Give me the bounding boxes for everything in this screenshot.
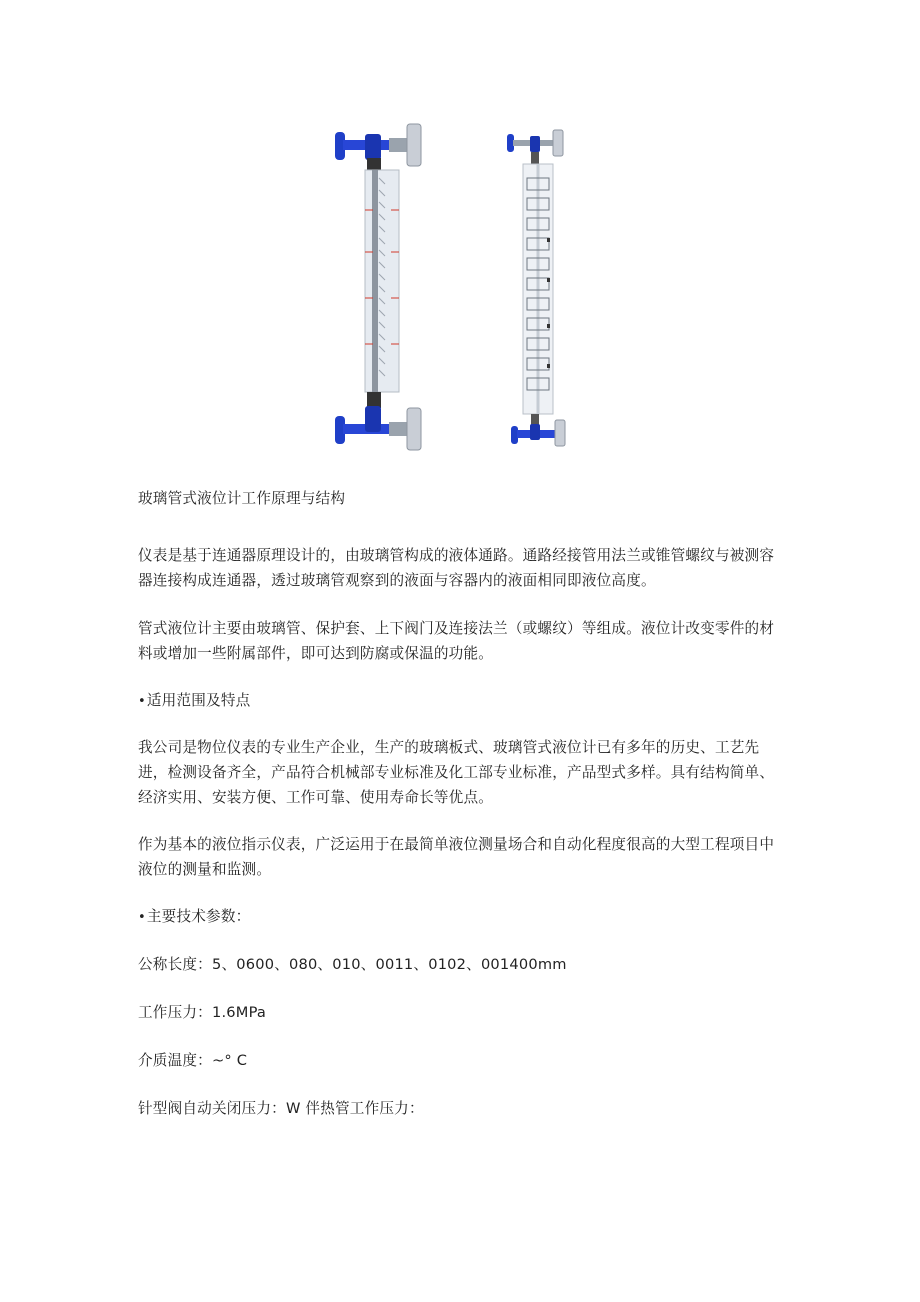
left-gauge [335, 124, 421, 450]
paragraph-company: 我公司是物位仪表的专业生产企业，生产的玻璃板式、玻璃管式液位计已有多年的历史、工艺先进，检测设备齐全，产品符合机械部专业标准及化工部专业标准，产品型式多样。具有结构简单、经济实用、安装方便、工作可靠、使用寿命长等优点。 [138, 739, 775, 806]
section-heading: 玻璃管式液位计工作原理与结构 [138, 490, 346, 507]
left-glass-tube [372, 170, 378, 392]
paragraph-application: 作为基本的液位指示仪表，广泛运用于在最简单液位测量场合和自动化程度很高的大型工程项目中液位的测量和监测。 [138, 836, 775, 878]
bullet-scope-features [138, 688, 783, 714]
spec-medium-temperature: 介质温度：~° C [138, 1052, 248, 1069]
left-tube-guard [365, 170, 399, 392]
paragraph-principle: 仪表是基于连通器原理设计的，由玻璃管构成的液体通路。通路经接管用法兰或锥管螺纹与被测容器连接构成连通器，透过玻璃管观察到的液面与容器内的液面相同即液位高度。 [138, 547, 775, 589]
bullet-marker: • [138, 910, 146, 925]
right-bottom-handwheel [511, 426, 518, 444]
level-gauge-illustration [325, 118, 625, 463]
right-top-valve-bonnet [530, 136, 540, 152]
bullet-tech-params-label: 主要技术参数： [146, 908, 251, 925]
spec-needle-valve-pressure: 针型阀自动关闭压力：W 伴热管工作压力： [138, 1100, 424, 1117]
right-gauge [507, 130, 565, 446]
left-bottom-coupling [367, 392, 381, 408]
right-top-flange [553, 130, 563, 156]
bullet-marker: • [138, 694, 146, 709]
left-bottom-flange [407, 408, 421, 450]
left-top-valve-bonnet [365, 134, 381, 160]
bullet-scope-features-label: 适用范围及特点 [146, 692, 251, 709]
right-bottom-flange [555, 420, 565, 446]
right-top-coupling [531, 152, 539, 164]
bullet-tech-params [138, 904, 783, 930]
spec-nominal-length: 公称长度：5、0600、080、010、0011、0102、001400mm [138, 956, 567, 973]
spec-working-pressure: 工作压力：1.6MPa [138, 1004, 267, 1021]
left-top-pipe [389, 138, 409, 152]
paragraph-structure: 管式液位计主要由玻璃管、保护套、上下阀门及连接法兰（或螺纹）等组成。液位计改变零件的材料或增加一些附属部件，即可达到防腐或保温的功能。 [138, 620, 775, 662]
left-top-coupling [367, 158, 381, 170]
left-bottom-pipe [389, 422, 409, 436]
left-top-flange [407, 124, 421, 166]
right-bottom-valve-bonnet [530, 424, 540, 440]
product-photo [325, 118, 625, 463]
right-top-handwheel [507, 134, 514, 152]
left-bottom-valve-bonnet [365, 406, 381, 432]
